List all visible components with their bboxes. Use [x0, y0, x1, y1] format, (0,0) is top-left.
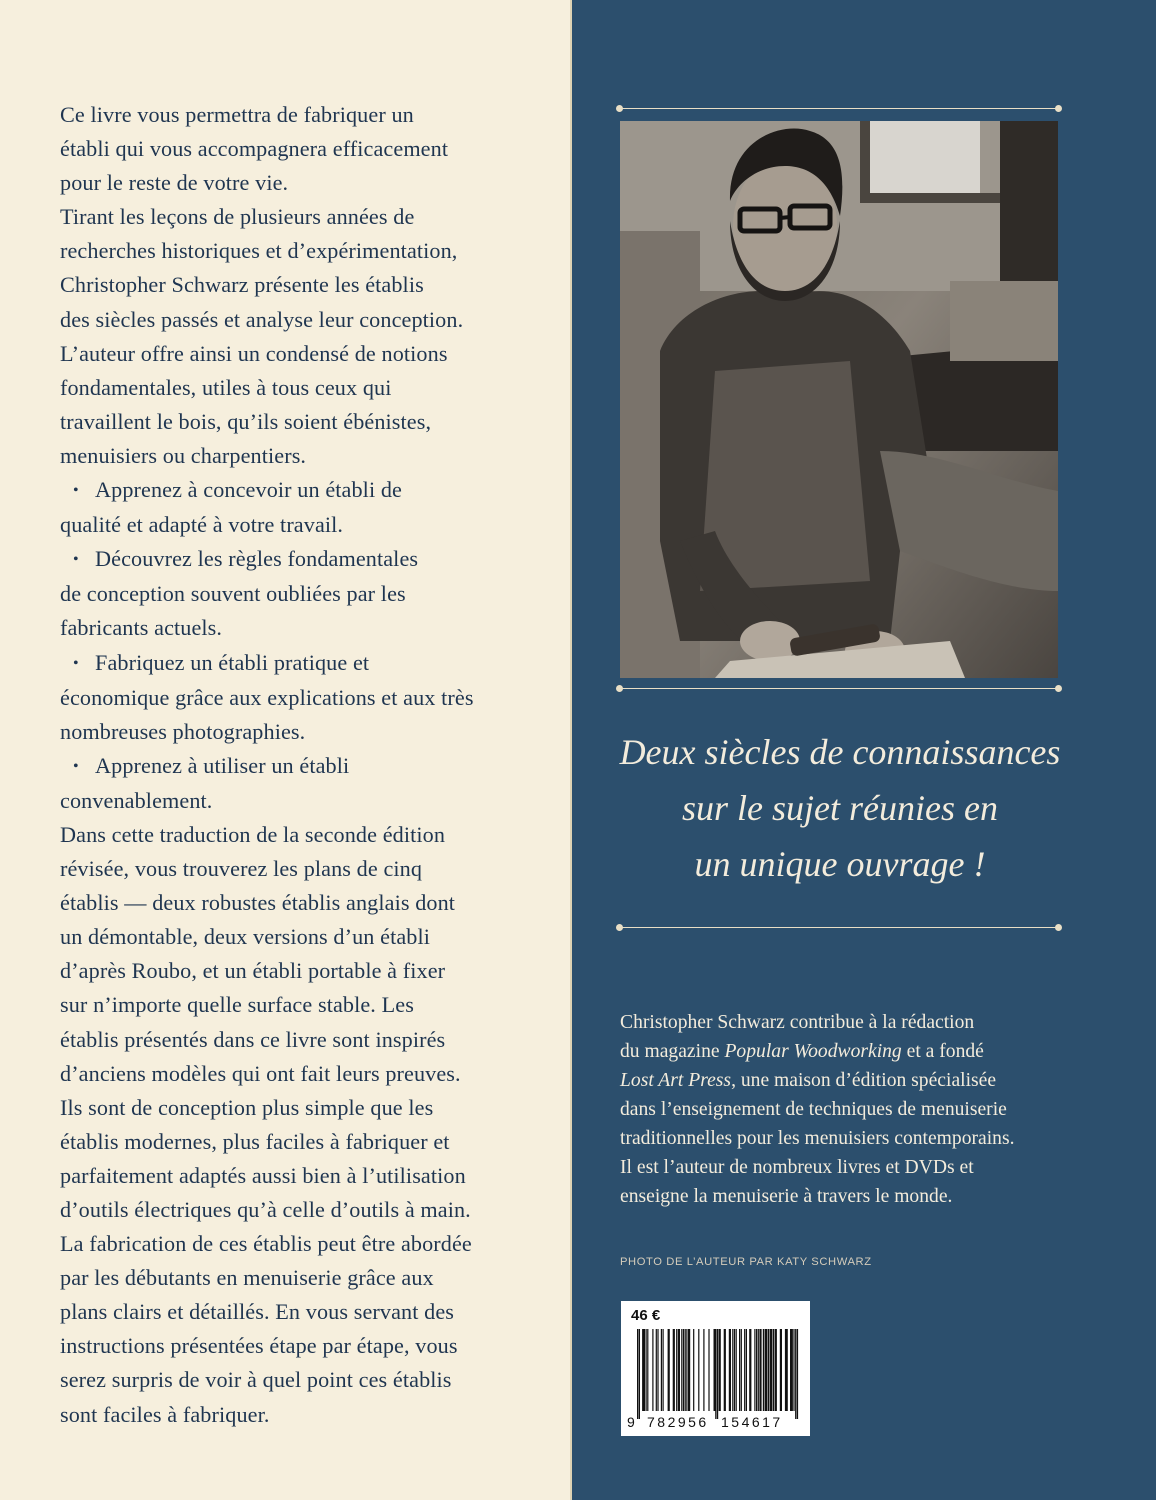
blurb-line: des siècles passés et analyse leur conception. [60, 306, 464, 332]
barcode-bar [717, 1329, 718, 1419]
blurb-line: pour le reste de votre vie. [60, 170, 289, 196]
publisher-name: Lost Art Press [620, 1070, 732, 1091]
blurb-line: instructions présentées étape par étape, vous [60, 1333, 458, 1359]
barcode-bar [732, 1329, 733, 1411]
barcode-bar [657, 1329, 658, 1411]
bio-line: enseigne la menuiserie à travers le monde. [620, 1186, 953, 1207]
barcode-bar [656, 1329, 657, 1411]
barcode-bar [739, 1329, 740, 1411]
bullet-dot: • [73, 757, 79, 775]
barcode-bar [685, 1329, 686, 1411]
bullet-text: de conception souvent oubliées par les [60, 581, 406, 607]
blurb-intro [60, 98, 560, 473]
blurb-line: par les débutants en menuiserie grâce aux [60, 1265, 434, 1291]
barcode-bar [698, 1329, 699, 1411]
blurb-line: établis modernes, plus faciles à fabriquer et [60, 1128, 450, 1154]
barcode-bar [715, 1329, 716, 1419]
bullet-dot: • [73, 654, 79, 672]
barcode-bar [792, 1329, 793, 1411]
barcode-bar [673, 1329, 675, 1411]
barcode-bar [759, 1329, 761, 1411]
blurb-line: Christopher Schwarz présente les établis [60, 272, 424, 298]
barcode-bar [637, 1329, 638, 1419]
barcode-bar [724, 1329, 726, 1411]
bullet-line [60, 646, 560, 681]
barcode-bar [644, 1329, 645, 1411]
bullet-text: Apprenez à utiliser un établi [95, 752, 350, 778]
barcode-bar [775, 1329, 777, 1411]
pull-quote [600, 724, 1080, 892]
barcode-bar [793, 1329, 794, 1411]
barcode-bar [736, 1329, 737, 1411]
barcode-bar [758, 1329, 759, 1411]
barcode-bar [703, 1329, 704, 1411]
barcode-bar [688, 1329, 690, 1411]
barcode-bar [780, 1329, 782, 1411]
bullet-text: nombreuses photographies. [60, 718, 306, 744]
bullet-line [60, 681, 560, 715]
quote-bottom-rule [620, 927, 1058, 928]
magazine-title: Popular Woodworking [724, 1041, 902, 1062]
bio-text: , une maison d’édition spécialisée [731, 1070, 997, 1091]
bullet-text: Apprenez à concevoir un établi de [95, 477, 403, 503]
top-ornament-rule [620, 108, 1058, 109]
bullet-text: économique grâce aux explications et aux très [60, 684, 474, 710]
blurb-line: Ce livre vous permettra de fabriquer un [60, 102, 414, 127]
blurb-line: révisée, vous trouverez les plans de cinq [60, 856, 423, 882]
bullet-text: qualité et adapté à votre travail. [60, 512, 344, 538]
blurb-line: d’anciens modèles qui ont fait leurs preuves. [60, 1060, 461, 1086]
barcode-bar [744, 1329, 745, 1411]
author-photo-image [620, 121, 1058, 678]
bullet-line [60, 749, 560, 784]
barcode-bar [797, 1329, 798, 1419]
bullet-line [60, 784, 560, 818]
blurb-closing [60, 818, 560, 1432]
back-cover-left-panel [0, 0, 572, 1500]
barcode-bar [668, 1329, 670, 1411]
blurb-line: Tirant les leçons de plusieurs années de [60, 204, 415, 230]
blurb-text [60, 98, 560, 1432]
quote-line: sur le sujet réunies en [682, 788, 998, 828]
barcode-bar [708, 1329, 709, 1411]
bullet-text: Fabriquez un établi pratique et [95, 649, 370, 675]
bio-text: du magazine [620, 1041, 725, 1062]
barcode-bar [683, 1329, 684, 1411]
barcode-bar [754, 1329, 755, 1411]
blurb-line: menuisiers ou charpentiers. [60, 442, 307, 468]
bullet-text: convenablement. [60, 787, 213, 813]
price: 46 € [631, 1307, 661, 1324]
bullet-line [60, 473, 560, 508]
isbn-group-1: 782956 [647, 1414, 709, 1430]
bullet-text: Découvrez les règles fondamentales [95, 546, 419, 572]
blurb-line: sur n’importe quelle surface stable. Les [60, 992, 414, 1018]
bullet-line [60, 715, 560, 749]
barcode-bar [719, 1329, 721, 1411]
isbn-prefix: 9 [627, 1414, 635, 1430]
barcode-bar [652, 1329, 653, 1411]
author-photo [620, 121, 1058, 678]
blurb-line: La fabrication de ces établis peut être abordée [60, 1231, 472, 1257]
barcode-bar [771, 1329, 772, 1411]
barcode-bar [678, 1329, 680, 1411]
blurb-line: établis — deux robustes établis anglais dont [60, 890, 456, 916]
barcode-bar [768, 1329, 769, 1411]
bullet-text: fabricants actuels. [60, 615, 223, 641]
barcode-bar [749, 1329, 751, 1411]
barcode-bar [686, 1329, 687, 1411]
bio-text: et a fondé [901, 1041, 984, 1062]
blurb-line: d’après Roubo, et un établi portable à fixer [60, 958, 446, 984]
bio-line [620, 1066, 1090, 1095]
blurb-line: établi qui vous accompagnera efficacement [60, 136, 449, 162]
barcode-bar [763, 1329, 764, 1411]
bullet-line [60, 508, 560, 542]
blurb-line: L’auteur offre ainsi un condensé de notions [60, 340, 448, 366]
blurb-line: sont faciles à fabriquer. [60, 1401, 270, 1427]
barcode-bar [746, 1329, 747, 1411]
blurb-line: plans clairs et détaillés. En vous servant des [60, 1299, 455, 1325]
blurb-line: d’outils électriques qu’à celle d’outils à main. [60, 1197, 471, 1222]
bullet-dot: • [73, 551, 79, 569]
blurb-line: Ils sont de conception plus simple que les [60, 1094, 434, 1120]
barcode-bar [676, 1329, 677, 1411]
quote-line: Deux siècles de connaissances [619, 732, 1061, 772]
blurb-line: Dans cette traduction de la seconde édition [60, 821, 446, 847]
barcode-bar [647, 1329, 648, 1411]
blurb-bullet-list [60, 473, 560, 818]
bullet-line [60, 542, 560, 577]
bio-line: Il est l’auteur de nombreux livres et DVDs et [620, 1157, 974, 1178]
bullet-line [60, 611, 560, 645]
barcode-bar [756, 1329, 757, 1411]
barcode-bar [639, 1329, 640, 1419]
blurb-line: fondamentales, utiles à tous ceux qui [60, 374, 392, 400]
blurb-line: établis présentés dans ce livre sont inspirés [60, 1026, 446, 1052]
photo-bottom-rule [620, 688, 1058, 689]
quote-line: un unique ouvrage ! [694, 844, 986, 884]
isbn-group-2: 154617 [721, 1414, 783, 1430]
blurb-line: recherches historiques et d’expérimentation, [60, 238, 458, 264]
blurb-line: un démontable, deux versions d’un établi [60, 924, 431, 950]
barcode-bar [681, 1329, 682, 1411]
bio-line: traditionnelles pour les menuisiers contemporains. [620, 1128, 1015, 1149]
bio-line: dans l’enseignement de techniques de menuiserie [620, 1099, 1007, 1120]
author-bio [620, 1008, 1090, 1211]
bullet-line [60, 577, 560, 611]
barcode-bar [693, 1329, 694, 1411]
barcode-bar [661, 1329, 662, 1411]
bio-line: Christopher Schwarz contribue à la rédaction [620, 1012, 975, 1033]
bio-line [620, 1037, 1090, 1066]
barcode-bar [787, 1329, 788, 1411]
bullet-dot: • [73, 482, 79, 500]
barcode-label [621, 1301, 810, 1436]
barcode-bar [766, 1329, 767, 1411]
barcode-bar [729, 1329, 731, 1411]
barcode-bar [646, 1329, 647, 1411]
barcode-bar [734, 1329, 735, 1411]
blurb-line: parfaitement adaptés aussi bien à l’utilisation [60, 1162, 466, 1188]
barcode-bar [795, 1329, 796, 1419]
barcode-bar [663, 1329, 664, 1411]
barcode-bar [773, 1329, 774, 1411]
blurb-line: serez surpris de voir à quel point ces établis [60, 1367, 452, 1393]
barcode-bar [741, 1329, 742, 1411]
blurb-line: travaillent le bois, qu’ils soient ébénistes, [60, 408, 432, 434]
photo-credit: PHOTO DE L’AUTEUR PAR KATY SCHWARZ [620, 1256, 872, 1268]
